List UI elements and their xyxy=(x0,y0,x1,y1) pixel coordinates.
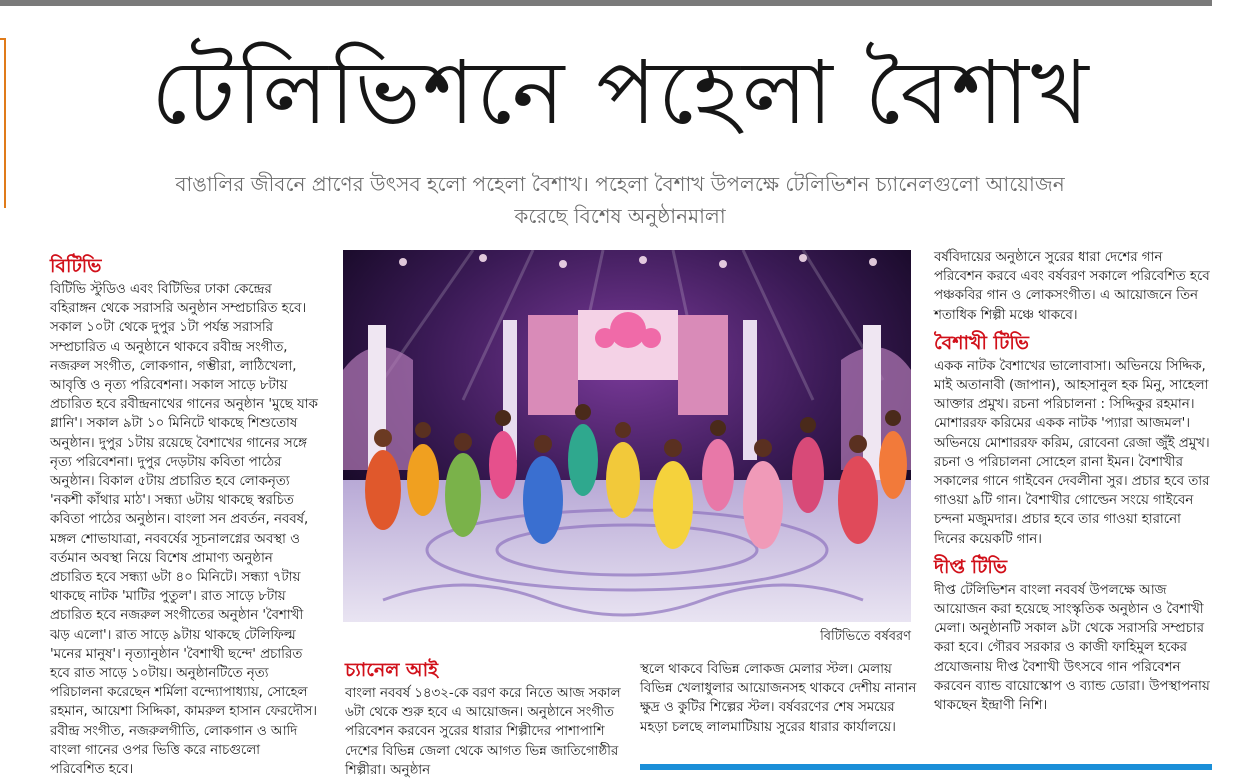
section-heading-deepto-tv: দীপ্ত টিভি xyxy=(934,555,1008,578)
headline: টেলিভিশনে পহেলা বৈশাখ xyxy=(151,41,1091,144)
surer-dhara-intro: বর্ষবিদায়ের অনুষ্ঠানে সুরের ধারা দেশের গান পরিবেশন করবে এবং বর্ষবরণ সকালে পরিবেশিত হবে পঞ্চকবির গান ও লোকসংগীত। এ আয়োজনে তিন শতাধিক শিল্পী মঞ্চে থাকবে। xyxy=(934,250,1210,323)
stage-photo xyxy=(343,250,911,622)
deck-subtitle: বাঙালির জীবনে প্রাণের উৎসব হলো পহেলা বৈশাখ। পহেলা বৈশাখ উপলক্ষে টেলিভিশন চ্যানেলগুলো আয়োজন করেছে বিশেষ অনুষ্ঠানমালা xyxy=(175,172,1065,228)
column-right xyxy=(934,248,1212,715)
column-btv xyxy=(50,254,318,779)
column-channel-i xyxy=(345,658,625,780)
channel-i-body: বাংলা নববর্ষ ১৪৩২-কে বরণ করে নিতে আজ সকাল ৬টা থেকে শুরু হবে এ আয়োজন। অনুষ্ঠানে সংগীত পরিবেশন করবেন সুরের ধারার শিল্পীদের পাশাপাশি দেশের বিভিন্ন জেলা থেকে আগত ভিন্ন জাতিগোষ্ঠীর শিল্পীরা। অনুষ্ঠান xyxy=(345,686,621,778)
channel-i-continued-body: স্থলে থাকবে বিভিন্ন লোকজ মেলার স্টল। মেলায় বিভিন্ন খেলাধুলার আয়োজনসহ থাকবে দেশীয় নানান ক্ষুদ্র ও কুটির শিল্পের স্টল। বর্ষবরণের শেষ সময়ের মহড়া চলছে লালমাটিয়ায় সুরের ধারার কার্যালয়ে। xyxy=(640,662,917,735)
deepto-tv-body: দীপ্ত টেলিভিশন বাংলা নববর্ষ উপলক্ষে আজ আয়োজন করা হয়েছে সাংস্কৃতিক অনুষ্ঠান ও বৈশাখী মেলা। অনুষ্ঠানটি সকাল ৯টা থেকে সরাসরি সম্প্রচার করা হবে। গৌরব সরকার ও কাজী ফাহিমুল হকের প্রযোজনায় দীপ্ত বৈশাখী উৎসবে গান পরিবেশন করবেন ব্যান্ড বায়োস্কোপ ও ব্যান্ড ডোরা। উপস্থাপনায় থাকছেন ইন্দ্রাণী নিশি। xyxy=(934,582,1210,714)
photo-caption: বিটিভিতে বর্ষবরণ xyxy=(820,629,911,644)
column-channel-i-continued xyxy=(640,660,918,737)
top-rule xyxy=(0,0,1212,6)
boishakhi-tv-body: একক নাটক বৈশাখের ভালোবাসা। অভিনয়ে সিদ্দিক, মাই অতানাবী (জাপান), আহসানুল হক মিনু, সাহেলা আক্তার প্রমুখ। রচনা পরিচালনা : সিদ্দিকুর রহমান। মোশাররফ করিমের একক নাটক 'প্যারা আজমল'। অভিনয়ে মোশাররফ করিম, রোবেনা রেজা জুঁই প্রমুখ। রচনা ও পরিচালনা সোহেল রানা ইমন। বৈশাখীর সকালের গানে গাইবেন দেবলীনা সুর। প্রচার হবে তার গাওয়া ৯টি গান। বৈশাখীর গোল্ডেন সংয়ে গাইবেন চন্দনা মজুমদার। প্রচার হবে তার গাওয়া হারানো দিনের কয়েকটি গান। xyxy=(934,358,1210,547)
section-heading-btv: বিটিভি xyxy=(50,255,102,277)
bottom-accent-bar xyxy=(640,764,1212,770)
btv-body: বিটিভি স্টুডিও এবং বিটিভির ঢাকা কেন্দ্রের বহিরাঙ্গন থেকে সরাসরি অনুষ্ঠান সম্প্রচারিত হবে। সকাল ১০টা থেকে দুপুর ১টা পর্যন্ত সরাসরি সম্প্রচারিত এ অনুষ্ঠানে থাকবে রবীন্দ্র সংগীত, নজরুল সংগীত, লোকগান, গম্ভীরা, লাঠিখেলা, আবৃত্তি ও নৃত্য পরিবেশনা। সকাল সাড়ে ৮টায় প্রচারিত হবে রবীন্দ্রনাথের গানের অনুষ্ঠান 'মুছে যাক গ্লানি'। সকাল ৯টা ১০ মিনিটে থাকছে শিশুতোষ অনুষ্ঠান। দুপুর ১টায় রয়েছে বৈশাখের গানের সঙ্গে নৃত্য পরিবেশনা। দুপুর দেড়টায় কবিতা পাঠের অনুষ্ঠান। বিকাল ৫টায় প্রচারিত হবে লোকনৃত্য 'নকশী কাঁথার মাঠ'। সন্ধ্যা ৬টায় থাকছে স্বরচিত কবিতা পাঠের অনুষ্ঠান। বাংলা সন প্রবর্তন, নববর্ষ, মঙ্গল শোভাযাত্রা, নববর্ষের সূচনালগ্নের অবস্থা ও বর্তমান অবস্থা নিয়ে বিশেষ প্রামাণ্য অনুষ্ঠান প্রচারিত হবে সন্ধ্যা ৬টা ৪০ মিনিটে। সন্ধ্যা ৭টায় থাকছে নাটক 'মাটির পুতুল'। রাত সাড়ে ৮টায় প্রচারিত হবে নজরুল সংগীতের অনুষ্ঠান 'বৈশাখী ঝড় এলো'। রাত সাড়ে ৯টায় থাকছে টেলিফিল্ম 'মনের মানুষ'। নৃত্যানুষ্ঠান 'বৈশাখী ছন্দে' প্রচারিত হবে রাত সাড়ে ১০টায়। অনুষ্ঠানটিতে নৃত্য পরিচালনা করেছেন শর্মিলা বন্দ্যোপাধ্যায়, সোহেল রহমান, আয়েশা সিদ্দিকা, কামরুল হাসান ফেরদৌস। রবীন্দ্র সংগীত, নজরুলগীতি, লোকগান ও আদি বাংলা গানের ওপর ভিত্তি করে নাচগুলো পরিবেশিত হবে। xyxy=(50,282,318,778)
section-heading-channel-i: চ্যানেল আই xyxy=(345,659,439,681)
section-heading-boishakhi-tv: বৈশাখী টিভি xyxy=(934,331,1029,354)
